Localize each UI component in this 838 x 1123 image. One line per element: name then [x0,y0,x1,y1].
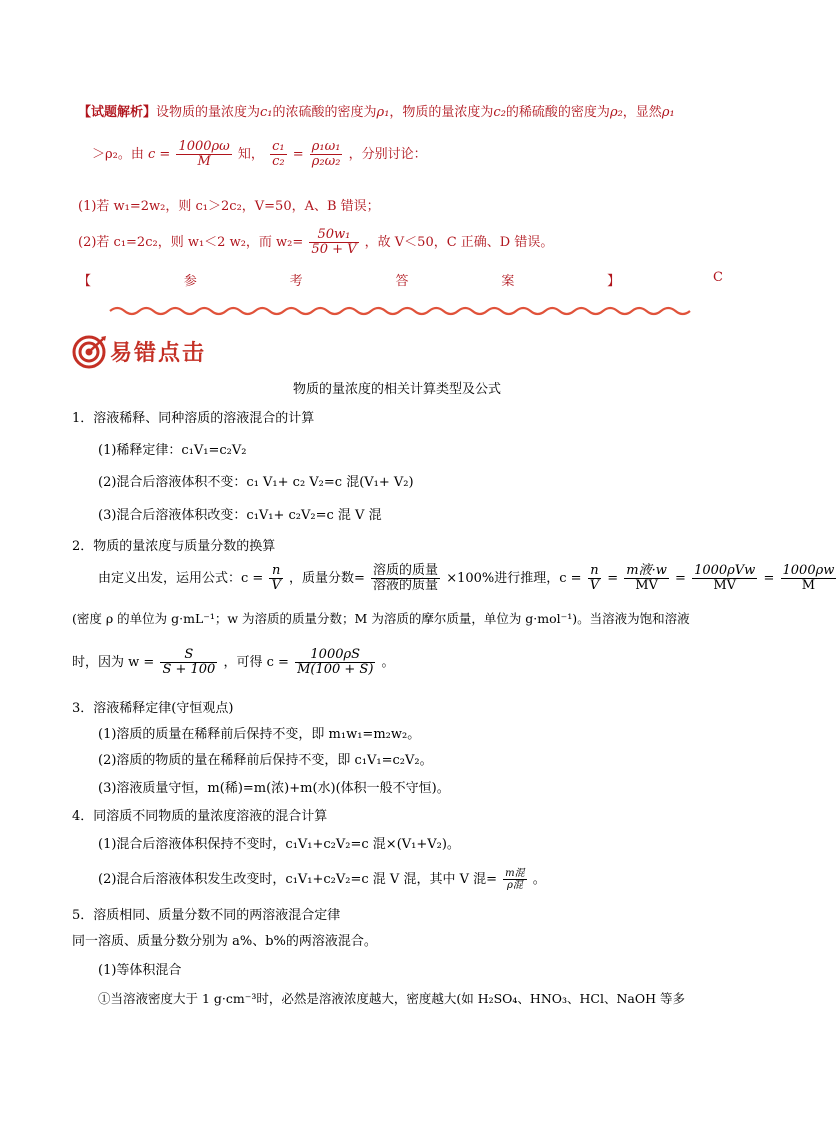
section-logo-text: 易错点击 [110,341,207,366]
formula-fraction: $\frac{\text{m液·w}}{MV}$ [626,563,667,593]
section-3-heading: 3．溶液稀释定律(守恒观点) [72,701,234,716]
section-2-para-3: 时，因为 w = $\frac{S}{S + 100}$ ，可得 c = $\frac{1000\rho S}{M(100 + S)}$ 。 [72,647,395,677]
section-1-item-3: (3)混合后溶液体积改变：c₁V₁+ c₂V₂=c 混 V 混 [98,508,382,523]
section-1-heading: 1．溶液稀释、同种溶质的溶液混合的计算 [72,411,315,426]
formula-fraction: $\frac{1000\rho w}{M}$ [782,563,835,593]
formula-fraction: $\frac{\text{c₁}}{\text{c₂}}$ [272,139,285,169]
analysis-case-2: (2)若 c₁=2c₂，则 w₁＜2 w₂，而 w₂= $\frac{\text{50w₁}}{50 + V}$ ，故 V＜50，C 正确、D 错误。 [78,227,554,257]
formula-fraction: $\frac{\text{1000ρVw}}{MV}$ [694,563,756,593]
section-3-item-3: (3)溶液质量守恒，m(稀)=m(浓)+m(水)(体积一般不守恒)。 [98,781,450,796]
wave-divider [110,303,690,319]
analysis-line-2: ＞ρ₂。由 c = $\frac{1000\rho\omega}{M}$ 知， $\frac{\text{c₁}}{\text{c₂}}$ = $\frac{\text{ρ₁ω₁}}{\text{ρ₂ω₂}}$ ，分别讨论： [92,139,427,169]
reference-answer: 【 参 考 答 案 】 C [78,270,723,289]
formula-fraction: $\frac{n}{V}$ [589,563,600,593]
section-2-para-2: (密度 ρ 的单位为 g·mL⁻¹；w 为溶质的质量分数；M 为溶质的摩尔质量，单位为 g·mol⁻¹)。当溶液为饱和溶液 [72,611,690,626]
formula-fraction: $\frac{\text{m混}}{\text{ρ混}}$ [505,868,525,891]
analysis-label: 【试题解析】 [78,105,157,120]
section-4-item-2: (2)混合后溶液体积发生改变时，c₁V₁+c₂V₂=c 混 V 混，其中 V 混= $\frac{\text{m混}}{\text{ρ混}}$ 。 [98,868,546,891]
formula-fraction: $\frac{S}{S + 100}$ [162,647,216,677]
formula-fraction: $\frac{\text{50w₁}}{50 + V}$ [311,227,357,257]
page-title: 物质的量浓度的相关计算类型及公式 [292,382,501,397]
section-5-item-2: ①当溶液密度大于 1 g·cm⁻³时，必然是溶液浓度越大，密度越大(如 H₂SO₄、HNO₃、HCl、NaOH 等多 [98,991,685,1006]
formula-fraction: $\frac{\text{溶质的质量}}{\text{溶液的质量}}$ [373,563,439,593]
analysis-line-1: 【试题解析】设物质的量浓度为c₁的浓硫酸的密度为ρ₁，物质的量浓度为c₂的稀硫酸的密度为ρ₂，显然ρ₁ [78,105,675,120]
section-logo [72,332,232,372]
section-3-item-2: (2)溶质的物质的量在稀释前后保持不变，即 c₁V₁=c₂V₂。 [98,753,433,768]
section-3-item-1: (1)溶质的质量在稀释前后保持不变，即 m₁w₁=m₂w₂。 [98,727,421,742]
section-4-heading: 4．同溶质不同物质的量浓度溶液的混合计算 [72,809,328,824]
formula-fraction: $\frac{1000\rho S}{M(100 + S)}$ [297,647,374,677]
section-1-item-2: (2)混合后溶液体积不变：c₁ V₁+ c₂ V₂=c 混(V₁+ V₂) [98,475,414,490]
section-2-formula-line: 由定义出发，运用公式：c = $\frac{n}{V}$ ，质量分数= $\frac{\text{溶质的质量}}{\text{溶液的质量}}$ ×100%进行推理，c = $\frac{n}{V}$ = $\frac{\text{m液·w}}{MV}$ = $\frac{\text{1000ρVw}}{MV}$ = $\frac{1000\rho w}{M}$ [98,563,835,593]
section-5-heading: 5．溶质相同、质量分数不同的两溶液混合定律 [72,908,341,923]
formula-fraction: $\frac{n}{V}$ [271,563,281,593]
section-5-para-1: 同一溶质、质量分数分别为 a%、b%的两溶液混合。 [72,934,377,949]
formula-fraction: $\frac{\text{ρ₁ω₁}}{\text{ρ₂ω₂}}$ [311,139,341,169]
target-icon [72,334,108,370]
section-4-item-1: (1)混合后溶液体积保持不变时，c₁V₁+c₂V₂=c 混×(V₁+V₂)。 [98,837,460,852]
formula-fraction: $\frac{1000\rho\omega}{M}$ [178,139,230,169]
section-1-item-1: (1)稀释定律：c₁V₁=c₂V₂ [98,443,247,458]
analysis-case-1: (1)若 w₁=2w₂，则 c₁＞2c₂，V=50，A、B 错误； [78,199,380,214]
section-5-item-1: (1)等体积混合 [98,963,182,978]
section-2-heading: 2．物质的量浓度与质量分数的换算 [72,539,276,554]
